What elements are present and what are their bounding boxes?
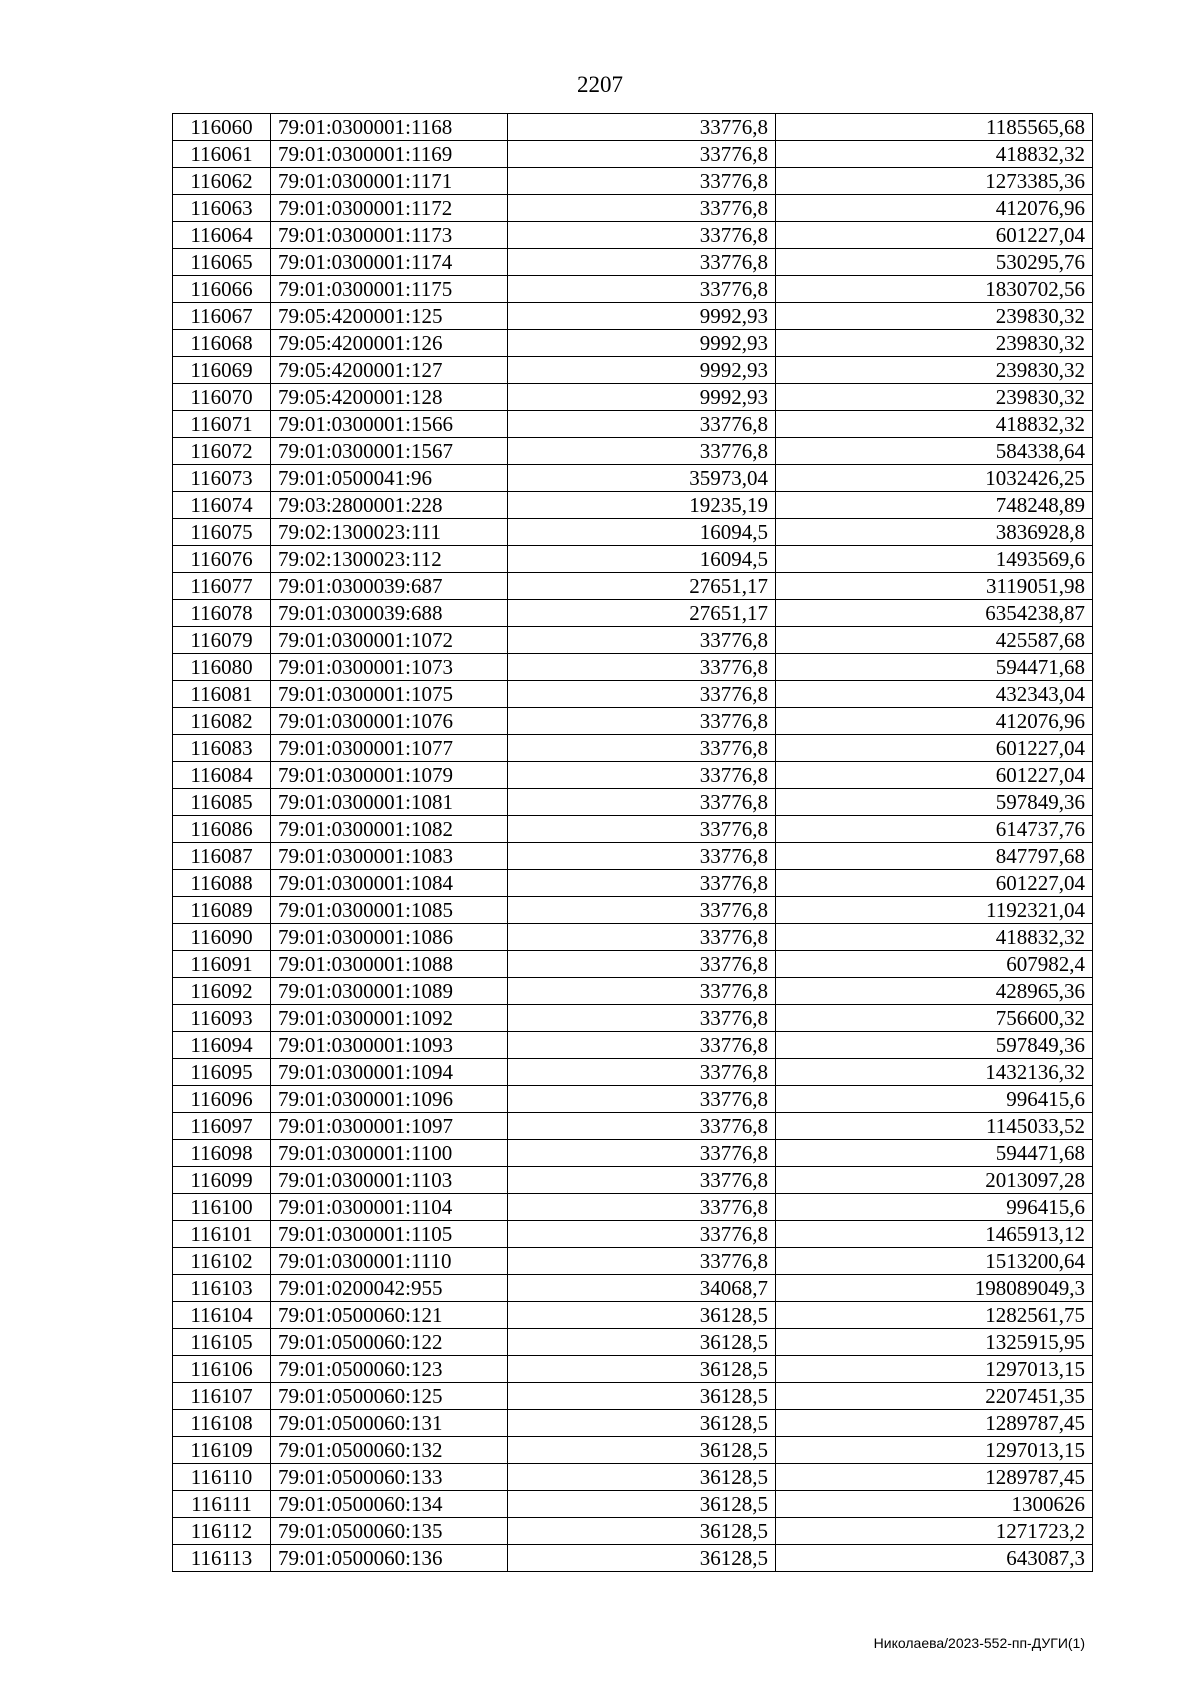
table-row (173, 1086, 1093, 1113)
row-number-cell: 116078 (173, 600, 271, 627)
cadastral-value-cell: 607982,4 (776, 951, 1093, 978)
cadastral-value-cell: 6354238,87 (776, 600, 1093, 627)
cadastral-number-cell: 79:01:0300001:1097 (271, 1113, 508, 1140)
cadastral-value-cell: 1493569,6 (776, 546, 1093, 573)
row-number-cell: 116086 (173, 816, 271, 843)
specific-value-cell: 33776,8 (508, 168, 776, 195)
table-row (173, 978, 1093, 1005)
row-number-cell: 116108 (173, 1410, 271, 1437)
cadastral-number-cell: 79:01:0500060:123 (271, 1356, 508, 1383)
specific-value-cell: 33776,8 (508, 1005, 776, 1032)
table-row (173, 546, 1093, 573)
cadastral-value-cell: 1289787,45 (776, 1464, 1093, 1491)
specific-value-cell: 9992,93 (508, 384, 776, 411)
row-number-cell: 116068 (173, 330, 271, 357)
specific-value-cell: 27651,17 (508, 573, 776, 600)
row-number-cell: 116079 (173, 627, 271, 654)
specific-value-cell: 33776,8 (508, 1221, 776, 1248)
cadastral-value-cell: 756600,32 (776, 1005, 1093, 1032)
cadastral-number-cell: 79:01:0300039:687 (271, 573, 508, 600)
row-number-cell: 116093 (173, 1005, 271, 1032)
row-number-cell: 116105 (173, 1329, 271, 1356)
specific-value-cell: 33776,8 (508, 114, 776, 141)
specific-value-cell: 27651,17 (508, 600, 776, 627)
cadastral-number-cell: 79:01:0300001:1073 (271, 654, 508, 681)
specific-value-cell: 33776,8 (508, 951, 776, 978)
specific-value-cell: 35973,04 (508, 465, 776, 492)
table-row (173, 1221, 1093, 1248)
cadastral-value-cell: 643087,3 (776, 1545, 1093, 1572)
row-number-cell: 116088 (173, 870, 271, 897)
table-row (173, 1113, 1093, 1140)
row-number-cell: 116096 (173, 1086, 271, 1113)
specific-value-cell: 33776,8 (508, 816, 776, 843)
specific-value-cell: 33776,8 (508, 1059, 776, 1086)
cadastral-number-cell: 79:01:0300001:1092 (271, 1005, 508, 1032)
specific-value-cell: 33776,8 (508, 789, 776, 816)
table-row (173, 843, 1093, 870)
cadastral-value-cell: 3119051,98 (776, 573, 1093, 600)
cadastral-value-cell: 418832,32 (776, 411, 1093, 438)
specific-value-cell: 33776,8 (508, 897, 776, 924)
row-number-cell: 116106 (173, 1356, 271, 1383)
row-number-cell: 116067 (173, 303, 271, 330)
cadastral-value-cell: 584338,64 (776, 438, 1093, 465)
specific-value-cell: 16094,5 (508, 546, 776, 573)
table-row (173, 249, 1093, 276)
row-number-cell: 116061 (173, 141, 271, 168)
cadastral-value-cell: 239830,32 (776, 384, 1093, 411)
cadastral-value-cell: 996415,6 (776, 1086, 1093, 1113)
cadastral-value-cell: 432343,04 (776, 681, 1093, 708)
row-number-cell: 116094 (173, 1032, 271, 1059)
specific-value-cell: 33776,8 (508, 1113, 776, 1140)
specific-value-cell: 9992,93 (508, 330, 776, 357)
table-row (173, 384, 1093, 411)
table-row (173, 303, 1093, 330)
specific-value-cell: 33776,8 (508, 924, 776, 951)
row-number-cell: 116091 (173, 951, 271, 978)
table-row (173, 735, 1093, 762)
cadastral-number-cell: 79:01:0500060:121 (271, 1302, 508, 1329)
table-row (173, 330, 1093, 357)
row-number-cell: 116098 (173, 1140, 271, 1167)
specific-value-cell: 33776,8 (508, 762, 776, 789)
row-number-cell: 116074 (173, 492, 271, 519)
table-row (173, 627, 1093, 654)
specific-value-cell: 33776,8 (508, 1086, 776, 1113)
cadastral-number-cell: 79:01:0300001:1072 (271, 627, 508, 654)
row-number-cell: 116062 (173, 168, 271, 195)
specific-value-cell: 16094,5 (508, 519, 776, 546)
cadastral-number-cell: 79:01:0500060:122 (271, 1329, 508, 1356)
row-number-cell: 116077 (173, 573, 271, 600)
table-row (173, 114, 1093, 141)
specific-value-cell: 36128,5 (508, 1437, 776, 1464)
cadastral-value-cell: 1325915,95 (776, 1329, 1093, 1356)
specific-value-cell: 36128,5 (508, 1302, 776, 1329)
cadastral-value-cell: 594471,68 (776, 1140, 1093, 1167)
specific-value-cell: 33776,8 (508, 870, 776, 897)
cadastral-value-cell: 1271723,2 (776, 1518, 1093, 1545)
cadastral-number-cell: 79:01:0300001:1168 (271, 114, 508, 141)
row-number-cell: 116060 (173, 114, 271, 141)
cadastral-number-cell: 79:01:0500060:131 (271, 1410, 508, 1437)
cadastral-value-cell: 601227,04 (776, 222, 1093, 249)
table-row (173, 1248, 1093, 1275)
table-row (173, 708, 1093, 735)
specific-value-cell: 36128,5 (508, 1383, 776, 1410)
specific-value-cell: 36128,5 (508, 1491, 776, 1518)
specific-value-cell: 33776,8 (508, 1167, 776, 1194)
cadastral-number-cell: 79:05:4200001:126 (271, 330, 508, 357)
cadastral-number-cell: 79:01:0500060:135 (271, 1518, 508, 1545)
cadastral-value-cell: 1185565,68 (776, 114, 1093, 141)
cadastral-number-cell: 79:01:0300001:1172 (271, 195, 508, 222)
cadastral-number-cell: 79:01:0500060:134 (271, 1491, 508, 1518)
specific-value-cell: 36128,5 (508, 1356, 776, 1383)
table-row (173, 897, 1093, 924)
document-footer-code: Николаева/2023-552-пп-ДУГИ(1) (873, 1635, 1085, 1651)
cadastral-value-cell: 1300626 (776, 1491, 1093, 1518)
cadastral-value-cell: 428965,36 (776, 978, 1093, 1005)
cadastral-number-cell: 79:01:0500041:96 (271, 465, 508, 492)
cadastral-number-cell: 79:01:0300001:1103 (271, 1167, 508, 1194)
table-row (173, 1032, 1093, 1059)
cadastral-number-cell: 79:01:0300001:1174 (271, 249, 508, 276)
cadastral-number-cell: 79:01:0200042:955 (271, 1275, 508, 1302)
specific-value-cell: 36128,5 (508, 1410, 776, 1437)
cadastral-value-cell: 425587,68 (776, 627, 1093, 654)
specific-value-cell: 33776,8 (508, 222, 776, 249)
row-number-cell: 116082 (173, 708, 271, 735)
row-number-cell: 116109 (173, 1437, 271, 1464)
specific-value-cell: 33776,8 (508, 681, 776, 708)
table-row (173, 168, 1093, 195)
cadastral-value-cell: 1513200,64 (776, 1248, 1093, 1275)
cadastral-number-cell: 79:01:0300001:1089 (271, 978, 508, 1005)
row-number-cell: 116089 (173, 897, 271, 924)
specific-value-cell: 33776,8 (508, 1140, 776, 1167)
cadastral-number-cell: 79:01:0300001:1173 (271, 222, 508, 249)
specific-value-cell: 33776,8 (508, 411, 776, 438)
table-row (173, 1059, 1093, 1086)
table-row (173, 1410, 1093, 1437)
table-row (173, 1464, 1093, 1491)
cadastral-number-cell: 79:01:0300001:1110 (271, 1248, 508, 1275)
cadastral-value-cell: 412076,96 (776, 195, 1093, 222)
cadastral-number-cell: 79:02:1300023:111 (271, 519, 508, 546)
row-number-cell: 116112 (173, 1518, 271, 1545)
cadastral-number-cell: 79:01:0300001:1086 (271, 924, 508, 951)
specific-value-cell: 33776,8 (508, 1248, 776, 1275)
table-row (173, 870, 1093, 897)
cadastral-value-cell: 1273385,36 (776, 168, 1093, 195)
cadastral-number-cell: 79:01:0300001:1096 (271, 1086, 508, 1113)
row-number-cell: 116107 (173, 1383, 271, 1410)
cadastral-value-cell: 2013097,28 (776, 1167, 1093, 1194)
specific-value-cell: 19235,19 (508, 492, 776, 519)
row-number-cell: 116066 (173, 276, 271, 303)
specific-value-cell: 33776,8 (508, 708, 776, 735)
cadastral-number-cell: 79:03:2800001:228 (271, 492, 508, 519)
cadastral-number-cell: 79:01:0500060:132 (271, 1437, 508, 1464)
cadastral-number-cell: 79:01:0300001:1083 (271, 843, 508, 870)
cadastral-number-cell: 79:01:0500060:125 (271, 1383, 508, 1410)
table-row (173, 1302, 1093, 1329)
cadastral-number-cell: 79:01:0300001:1081 (271, 789, 508, 816)
cadastral-value-cell: 1465913,12 (776, 1221, 1093, 1248)
cadastral-number-cell: 79:01:0300001:1076 (271, 708, 508, 735)
cadastral-value-cell: 412076,96 (776, 708, 1093, 735)
cadastral-number-cell: 79:01:0300001:1175 (271, 276, 508, 303)
specific-value-cell: 33776,8 (508, 1194, 776, 1221)
specific-value-cell: 33776,8 (508, 276, 776, 303)
row-number-cell: 116092 (173, 978, 271, 1005)
table-row (173, 1194, 1093, 1221)
cadastral-value-cell: 597849,36 (776, 1032, 1093, 1059)
cadastral-number-cell: 79:01:0300001:1094 (271, 1059, 508, 1086)
cadastral-number-cell: 79:01:0300001:1079 (271, 762, 508, 789)
cadastral-number-cell: 79:01:0300001:1085 (271, 897, 508, 924)
row-number-cell: 116081 (173, 681, 271, 708)
row-number-cell: 116076 (173, 546, 271, 573)
specific-value-cell: 33776,8 (508, 735, 776, 762)
specific-value-cell: 36128,5 (508, 1518, 776, 1545)
cadastral-value-cell: 1297013,15 (776, 1356, 1093, 1383)
cadastral-value-cell: 418832,32 (776, 141, 1093, 168)
cadastral-number-cell: 79:01:0300001:1084 (271, 870, 508, 897)
row-number-cell: 116083 (173, 735, 271, 762)
cadastral-value-cell: 1289787,45 (776, 1410, 1093, 1437)
table-row (173, 141, 1093, 168)
table-row (173, 1383, 1093, 1410)
cadastral-number-cell: 79:01:0300001:1566 (271, 411, 508, 438)
specific-value-cell: 34068,7 (508, 1275, 776, 1302)
cadastral-number-cell: 79:01:0300001:1105 (271, 1221, 508, 1248)
row-number-cell: 116071 (173, 411, 271, 438)
table-row (173, 1275, 1093, 1302)
cadastral-value-cell: 996415,6 (776, 1194, 1093, 1221)
cadastral-number-cell: 79:05:4200001:128 (271, 384, 508, 411)
row-number-cell: 116070 (173, 384, 271, 411)
specific-value-cell: 33776,8 (508, 978, 776, 1005)
specific-value-cell: 33776,8 (508, 843, 776, 870)
cadastral-value-cell: 1282561,75 (776, 1302, 1093, 1329)
cadastral-number-cell: 79:01:0500060:133 (271, 1464, 508, 1491)
row-number-cell: 116099 (173, 1167, 271, 1194)
cadastral-value-cell: 1032426,25 (776, 465, 1093, 492)
cadastral-number-cell: 79:05:4200001:127 (271, 357, 508, 384)
cadastral-number-cell: 79:01:0300001:1171 (271, 168, 508, 195)
table-row (173, 681, 1093, 708)
table-row (173, 492, 1093, 519)
row-number-cell: 116065 (173, 249, 271, 276)
table-body (173, 114, 1093, 1572)
row-number-cell: 116085 (173, 789, 271, 816)
cadastral-number-cell: 79:01:0300001:1567 (271, 438, 508, 465)
row-number-cell: 116087 (173, 843, 271, 870)
cadastral-value-cell: 1830702,56 (776, 276, 1093, 303)
specific-value-cell: 36128,5 (508, 1329, 776, 1356)
row-number-cell: 116069 (173, 357, 271, 384)
table-row (173, 1356, 1093, 1383)
specific-value-cell: 33776,8 (508, 654, 776, 681)
table-row (173, 1329, 1093, 1356)
cadastral-number-cell: 79:01:0500060:136 (271, 1545, 508, 1572)
cadastral-number-cell: 79:01:0300001:1100 (271, 1140, 508, 1167)
table-row (173, 600, 1093, 627)
cadastral-value-cell: 597849,36 (776, 789, 1093, 816)
cadastral-value-table (172, 113, 1093, 1572)
cadastral-number-cell: 79:01:0300001:1077 (271, 735, 508, 762)
row-number-cell: 116104 (173, 1302, 271, 1329)
cadastral-value-cell: 594471,68 (776, 654, 1093, 681)
cadastral-value-cell: 3836928,8 (776, 519, 1093, 546)
table-row (173, 1545, 1093, 1572)
row-number-cell: 116095 (173, 1059, 271, 1086)
table-row (173, 1167, 1093, 1194)
table-row (173, 762, 1093, 789)
cadastral-number-cell: 79:02:1300023:112 (271, 546, 508, 573)
cadastral-value-cell: 847797,68 (776, 843, 1093, 870)
table-row (173, 924, 1093, 951)
table-row (173, 951, 1093, 978)
table-row (173, 438, 1093, 465)
table-row (173, 1140, 1093, 1167)
row-number-cell: 116075 (173, 519, 271, 546)
cadastral-value-cell: 198089049,3 (776, 1275, 1093, 1302)
cadastral-value-cell: 1192321,04 (776, 897, 1093, 924)
specific-value-cell: 33776,8 (508, 141, 776, 168)
table-row (173, 1518, 1093, 1545)
cadastral-value-cell: 239830,32 (776, 357, 1093, 384)
specific-value-cell: 9992,93 (508, 357, 776, 384)
row-number-cell: 116111 (173, 1491, 271, 1518)
table-row (173, 816, 1093, 843)
cadastral-value-cell: 2207451,35 (776, 1383, 1093, 1410)
table-row (173, 1005, 1093, 1032)
cadastral-value-cell: 601227,04 (776, 870, 1093, 897)
table-row (173, 357, 1093, 384)
table-row (173, 465, 1093, 492)
specific-value-cell: 33776,8 (508, 249, 776, 276)
row-number-cell: 116064 (173, 222, 271, 249)
cadastral-number-cell: 79:01:0300001:1075 (271, 681, 508, 708)
row-number-cell: 116113 (173, 1545, 271, 1572)
specific-value-cell: 36128,5 (508, 1545, 776, 1572)
cadastral-number-cell: 79:05:4200001:125 (271, 303, 508, 330)
specific-value-cell: 33776,8 (508, 438, 776, 465)
cadastral-value-cell: 748248,89 (776, 492, 1093, 519)
specific-value-cell: 9992,93 (508, 303, 776, 330)
cadastral-number-cell: 79:01:0300001:1082 (271, 816, 508, 843)
cadastral-value-cell: 530295,76 (776, 249, 1093, 276)
specific-value-cell: 36128,5 (508, 1464, 776, 1491)
cadastral-value-cell: 601227,04 (776, 735, 1093, 762)
row-number-cell: 116110 (173, 1464, 271, 1491)
cadastral-value-cell: 601227,04 (776, 762, 1093, 789)
cadastral-value-cell: 1145033,52 (776, 1113, 1093, 1140)
row-number-cell: 116072 (173, 438, 271, 465)
cadastral-number-cell: 79:01:0300001:1093 (271, 1032, 508, 1059)
table-row (173, 411, 1093, 438)
cadastral-value-cell: 239830,32 (776, 330, 1093, 357)
table-row (173, 276, 1093, 303)
specific-value-cell: 33776,8 (508, 627, 776, 654)
table-row (173, 654, 1093, 681)
row-number-cell: 116063 (173, 195, 271, 222)
row-number-cell: 116102 (173, 1248, 271, 1275)
table-row (173, 1491, 1093, 1518)
page-number: 2207 (577, 72, 623, 97)
table-row (173, 789, 1093, 816)
row-number-cell: 116084 (173, 762, 271, 789)
row-number-cell: 116100 (173, 1194, 271, 1221)
table-row (173, 222, 1093, 249)
table-row (173, 195, 1093, 222)
cadastral-value-cell: 1432136,32 (776, 1059, 1093, 1086)
specific-value-cell: 33776,8 (508, 1032, 776, 1059)
row-number-cell: 116097 (173, 1113, 271, 1140)
row-number-cell: 116073 (173, 465, 271, 492)
row-number-cell: 116090 (173, 924, 271, 951)
table-row (173, 573, 1093, 600)
row-number-cell: 116103 (173, 1275, 271, 1302)
table-row (173, 519, 1093, 546)
row-number-cell: 116080 (173, 654, 271, 681)
cadastral-value-cell: 418832,32 (776, 924, 1093, 951)
cadastral-value-cell: 614737,76 (776, 816, 1093, 843)
cadastral-number-cell: 79:01:0300001:1088 (271, 951, 508, 978)
cadastral-number-cell: 79:01:0300039:688 (271, 600, 508, 627)
cadastral-value-cell: 1297013,15 (776, 1437, 1093, 1464)
cadastral-number-cell: 79:01:0300001:1104 (271, 1194, 508, 1221)
specific-value-cell: 33776,8 (508, 195, 776, 222)
cadastral-number-cell: 79:01:0300001:1169 (271, 141, 508, 168)
table-row (173, 1437, 1093, 1464)
row-number-cell: 116101 (173, 1221, 271, 1248)
cadastral-value-cell: 239830,32 (776, 303, 1093, 330)
